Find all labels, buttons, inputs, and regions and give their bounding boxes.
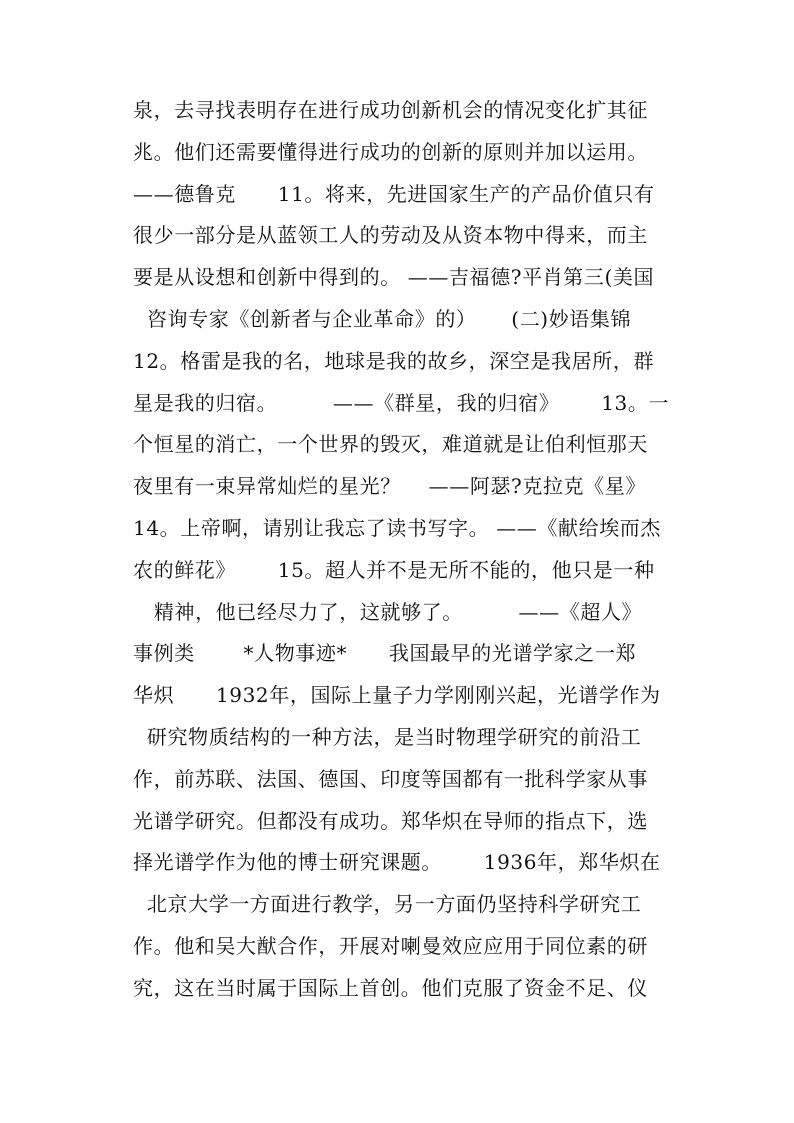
text-line: 事例类 *人物事迹* 我国最早的光谱学家之一郑 (133, 641, 637, 666)
text-line: 要是从设想和创新中得到的。 ——吉福德?平肖第三(美国 (133, 265, 655, 290)
text-line: ——德鲁克 11。将来，先进国家生产的产品价值只有 (133, 181, 655, 206)
text-line: 咨询专家《创新者与企业革命》的） (二)妙语集锦 (133, 306, 632, 331)
text-line: 很少一部分是从蓝领工人的劳动及从资本物中得来，而主 (133, 223, 648, 248)
text-line: 14。上帝啊，请别让我忘了读书写字。 ——《献给埃而杰 (133, 515, 662, 540)
text-line: 星是我的归宿。 ——《群星，我的归宿》 13。一 (133, 390, 670, 415)
text-line: 究，这在当时属于国际上首创。他们克服了资金不足、仪 (133, 975, 648, 1000)
text-line: 泉，去寻找表明存在进行成功创新机会的情况变化扩其征 (133, 98, 648, 122)
text-line: 夜里有一束异常灿烂的星光？ ——阿瑟?克拉克《星》 (133, 474, 646, 499)
text-line: 作，前苏联、法国、德国、印度等国都有一批科学家从事 (133, 766, 648, 791)
text-line: 个恒星的消亡，一个世界的毁灭，难道就是让伯利恒那天 (133, 432, 648, 457)
text-line: 光谱学研究。但都没有成功。郑华炽在导师的指点下，选 (133, 808, 648, 833)
text-line: 兆。他们还需要懂得进行成功的创新的原则并加以运用。 (133, 139, 648, 164)
body-text (133, 90, 693, 1010)
text-line: 作。他和吴大猷合作，开展对喇曼效应应用于同位素的研 (133, 933, 648, 958)
text-line: 12。格雷是我的名，地球是我的故乡，深空是我居所，群 (133, 348, 655, 373)
text-line: 择光谱学作为他的博士研究课题。 1936年，郑华炽在 (133, 850, 661, 875)
text-line: 研究物质结构的一种方法，是当时物理学研究的前沿工 (133, 724, 642, 749)
text-line: 华炽 1932年，国际上量子力学刚刚兴起，光谱学作为 (133, 683, 661, 708)
text-line: 北京大学一方面进行教学，另一方面仍坚持科学研究工 (133, 892, 642, 917)
text-line: 精神，他已经尽力了，这就够了。 ——《超人》 (133, 599, 643, 624)
text-line: 农的鲜花》 15。超人并不是无所不能的，他只是一种 (133, 557, 655, 582)
